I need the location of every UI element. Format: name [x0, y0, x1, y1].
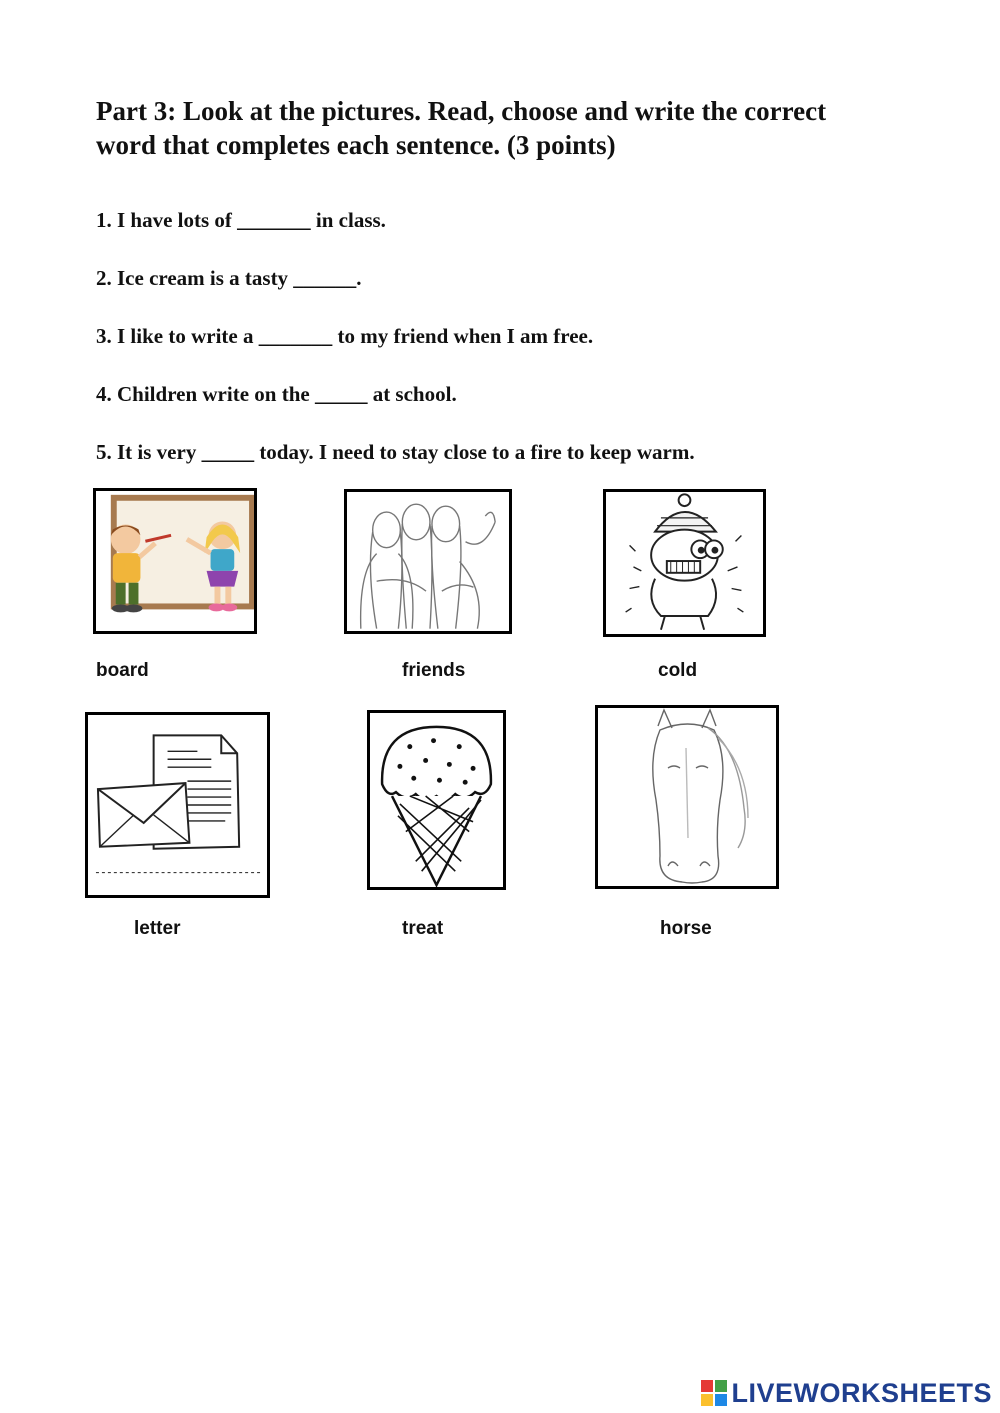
question-5: 5. It is very _____ today. I need to stay close to a fire to keep warm. [96, 440, 695, 464]
picture-treat [367, 710, 506, 890]
label-horse: horse [660, 918, 712, 939]
label-cold: cold [658, 660, 698, 681]
page-title: Part 3: Look at the pictures. Read, choose and write the correct word that completes each sentence. (3 points) [96, 96, 827, 160]
question-4: 4. Children write on the _____ at school. [96, 382, 457, 406]
picture-letter [85, 712, 270, 898]
label-board: board [96, 660, 149, 681]
question-1: 1. I have lots of _______ in class. [96, 208, 386, 232]
question-2: 2. Ice cream is a tasty ______. [96, 266, 362, 290]
picture-horse [595, 705, 779, 889]
horse-head-icon [598, 708, 776, 886]
picture-cold [603, 489, 766, 637]
ice-cream-cone-icon [370, 713, 503, 887]
label-treat: treat [402, 918, 444, 939]
shivering-cold-character-icon [606, 492, 763, 634]
envelope-and-letter-icon [88, 715, 267, 895]
picture-board [93, 488, 257, 634]
liveworksheets-logo [701, 1376, 992, 1410]
children-at-board-icon [96, 491, 254, 631]
group-of-friends-icon [347, 492, 509, 631]
question-3: 3. I like to write a _______ to my friend when I am free. [96, 324, 594, 348]
picture-friends [344, 489, 512, 634]
brand-name: LIVEWORKSHEETS [731, 1377, 992, 1408]
label-friends: friends [402, 660, 466, 681]
label-letter: letter [134, 918, 181, 939]
logo-blocks-icon [701, 1380, 727, 1406]
